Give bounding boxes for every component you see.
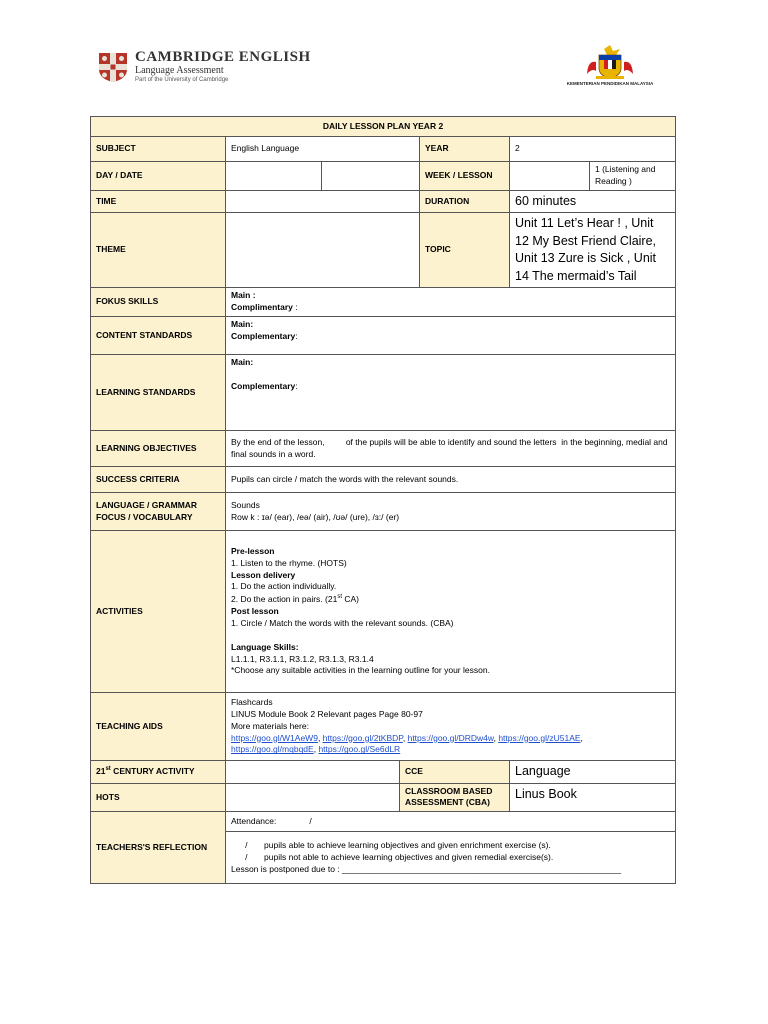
fokus-complimentary-colon: :	[292, 302, 298, 313]
lesson-delivery-step-2: 2. Do the action in pairs. (21st CA)	[231, 594, 359, 605]
cambridge-subtitle: Language Assessment	[135, 65, 224, 76]
language-focus-row: Row k : ɪə/ (ear), /eə/ (air), /ʊə/ (ure), /ɜ:/ (er)	[231, 511, 400, 522]
malaysia-coat-of-arms-icon	[582, 44, 638, 80]
teaching-aids-label: TEACHING AIDS	[91, 693, 226, 761]
cambridge-title: CAMBRIDGE ENGLISH	[135, 49, 311, 65]
subject-label: SUBJECT	[91, 137, 226, 162]
material-link[interactable]: https://goo.gl/DRDw4w	[407, 732, 494, 743]
learning-objectives-value: By the end of the lesson, of the pupils will be able to identify and sound the letters in the beginning, medial and final sounds in a word.	[226, 431, 676, 467]
learning-standards-value	[226, 355, 676, 431]
week-lesson-label: WEEK / LESSON	[420, 162, 510, 191]
material-link[interactable]: https://goo.gl/W1AeW9	[231, 732, 318, 743]
material-link[interactable]: https://goo.gl/2tKBDP	[322, 732, 403, 743]
cambridge-crest-icon	[97, 51, 129, 83]
lesson-plan-table	[90, 116, 676, 884]
learning-objectives-label: LEARNING OBJECTIVES	[91, 431, 226, 467]
theme-value	[226, 213, 420, 288]
language-focus-label: LANGUAGE / GRAMMAR FOCUS / VOCABULARY	[91, 493, 226, 531]
pre-lesson-step-1: 1. Listen to the rhyme. (HOTS)	[231, 557, 347, 568]
hots-value	[226, 783, 400, 812]
reflection-line-postponed: Lesson is postponed due to : ___________________________________________________________	[231, 863, 621, 874]
century-activity-label: 21st CENTURY ACTIVITY	[91, 761, 226, 784]
reflection-attendance: Attendance: /	[226, 812, 676, 832]
language-focus-value	[226, 493, 676, 531]
success-criteria-value: Pupils can circle / match the words with the relevant sounds.	[226, 467, 676, 493]
lesson-value: 1 (Listening and Reading )	[590, 162, 676, 191]
material-link[interactable]: https://goo.gl/mqbqdE	[231, 744, 314, 755]
success-criteria-label: SUCCESS CRITERIA	[91, 467, 226, 493]
aids-flashcards: Flashcards	[231, 696, 273, 707]
content-main: Main:	[231, 319, 254, 330]
content-complementary: Complementary	[231, 330, 296, 341]
hots-label: HOTS	[91, 783, 226, 812]
duration-label: DURATION	[420, 190, 510, 213]
content-standards-label: CONTENT STANDARDS	[91, 317, 226, 355]
reflection-notes	[226, 832, 676, 884]
content-complementary-colon: :	[295, 330, 298, 341]
lesson-delivery-heading: Lesson delivery	[231, 569, 296, 580]
aids-more-materials: More materials here:	[231, 720, 309, 731]
learning-standards-main: Main:	[231, 357, 254, 368]
fokus-complimentary: Complimentary	[231, 302, 293, 313]
date-value	[322, 162, 420, 191]
reflection-line-achieved: / pupils able to achieve learning objectives and given enrichment exercise (s).	[231, 840, 551, 850]
topic-label: TOPIC	[420, 213, 510, 288]
year-value: 2	[510, 137, 676, 162]
learning-standards-label: LEARNING STANDARDS	[91, 355, 226, 431]
duration-value: 60 minutes	[510, 190, 676, 213]
activities-value	[226, 531, 676, 693]
material-link[interactable]: https://goo.gl/Se6dLR	[318, 744, 401, 755]
reflection-line-not-achieved: / pupils not able to achieve learning objectives and given remedial exercise(s).	[231, 851, 554, 862]
aids-linus-module: LINUS Module Book 2 Relevant pages Page 80-97	[231, 708, 423, 719]
subject-value: English Language	[226, 137, 420, 162]
theme-label: THEME	[91, 213, 226, 288]
time-label: TIME	[91, 190, 226, 213]
plan-title: DAILY LESSON PLAN YEAR 2	[91, 117, 676, 137]
pre-lesson-heading: Pre-lesson	[231, 545, 275, 556]
aids-links: https://goo.gl/W1AeW9, https://goo.gl/2tKBDP, https://goo.gl/DRDw4w, https://goo.gl/zU51AE, https://goo.gl/mqbqdE, https://goo.gl/Se6dLR	[231, 732, 583, 755]
learning-standards-complementary-colon: :	[295, 380, 298, 391]
lesson-delivery-step-1: 1. Do the action individually.	[231, 581, 337, 592]
page-header	[0, 0, 768, 110]
cambridge-english-logo	[97, 50, 311, 83]
material-link[interactable]: https://goo.gl/zU51AE	[498, 732, 581, 743]
topic-value: Unit 11 Let’s Hear ! , Unit 12 My Best Friend Claire, Unit 13 Zure is Sick , Unit 14 The mermaid’s Tail	[510, 213, 676, 288]
post-lesson-step-1: 1. Circle / Match the words with the relevant sounds. (CBA)	[231, 617, 454, 628]
time-value	[226, 190, 420, 213]
week-value	[510, 162, 590, 191]
cce-label: CCE	[400, 761, 510, 784]
content-standards-value	[226, 317, 676, 355]
day-date-label: DAY / DATE	[91, 162, 226, 191]
century-activity-value	[226, 761, 400, 784]
language-skills-heading: Language Skills:	[231, 641, 299, 652]
learning-standards-complementary: Complementary	[231, 380, 296, 391]
teachers-reflection-label: TEACHERS'S REFLECTION	[91, 812, 226, 884]
cambridge-tagline: Part of the University of Cambridge	[135, 77, 229, 83]
cba-label: CLASSROOM BASED ASSESSMENT (CBA)	[400, 783, 510, 812]
teaching-aids-value	[226, 693, 676, 761]
ministry-name: KEMENTERIAN PENDIDIKAN MALAYSIA	[566, 81, 654, 86]
cba-value: Linus Book	[510, 783, 676, 812]
activities-label: ACTIVITIES	[91, 531, 226, 693]
year-label: YEAR	[420, 137, 510, 162]
language-focus-sounds: Sounds	[231, 499, 260, 510]
cce-value: Language	[510, 761, 676, 784]
ministry-logo	[556, 44, 664, 86]
fokus-main: Main :	[231, 290, 256, 301]
post-lesson-heading: Post lesson	[231, 606, 279, 617]
activities-note: *Choose any suitable activities in the learning outline for your lesson.	[231, 665, 490, 676]
language-skills-list: L1.1.1, R3.1.1, R3.1.2, R3.1.3, R3.1.4	[231, 653, 374, 664]
fokus-skills-value	[226, 288, 676, 317]
day-value	[226, 162, 322, 191]
fokus-skills-label: FOKUS SKILLS	[91, 288, 226, 317]
